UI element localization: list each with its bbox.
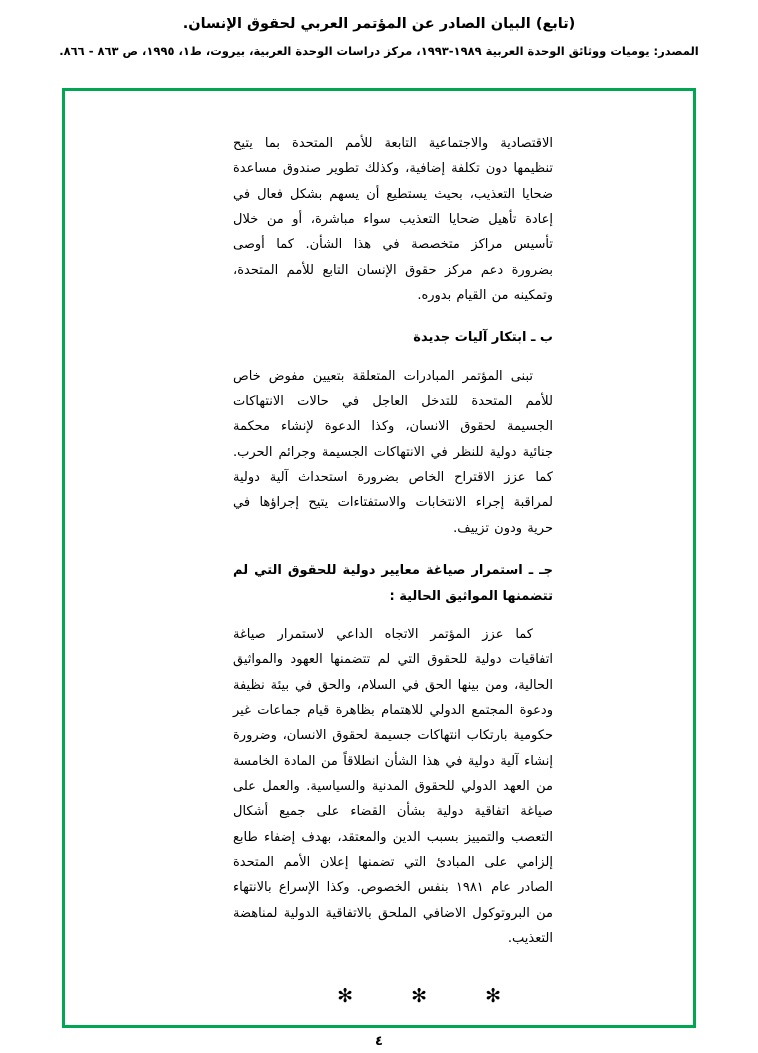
paragraph-international-standards: كما عزز المؤتمر الاتجاه الداعي لاستمرار صياغة اتفاقيات دولية للحقوق التي لم تتضمنها العهود والمواثيق الحالية، ومن بينها الحق في السلام، والحق في بيئة نظيفة ودعوة المجتمع الدولي للاهتمام بظاهرة قيام جماعات غير حكومية بارتكاب انتهاكات جسيمة لحقوق الانسان، وضرورة إنشاء آلية دولية في هذا الشأن انطلاقاً من المادة الخامسة من العهد الدولي للحقوق المدنية والسياسية. والعمل على صياغة اتفاقية دولية بشأن القضاء على جميع أشكال التعصب والتمييز بسبب الدين والمعتقد، بهدف إضفاء طابع إلزامي على المبادئ التي تضمنها إعلان الأمم المتحدة الصادر عام ١٩٨١ بنفس الخصوص. وكذا الإسراع بالانتهاء من البروتوكول الاضافي الملحق بالاتفاقية الدولية لمناهضة التعذيب. (233, 626, 553, 946)
page-title: (تابع) البيان الصادر عن المؤتمر العربي لحقوق الإنسان. (182, 16, 576, 32)
document-header (0, 0, 758, 59)
spacer (233, 609, 553, 622)
spacer (233, 541, 553, 558)
ornament-asterisks: ✻ ✻ ✻ (337, 985, 527, 1008)
content-frame (62, 88, 696, 1028)
document-body (233, 131, 553, 1007)
paragraph-new-mechanisms: تبنى المؤتمر المبادرات المتعلقة بتعيين مفوض خاص للأمم المتحدة للتدخل العاجل في حالات الانتهاكات الجسيمة لحقوق الانسان، وكذا الدعوة لإنشاء محكمة جنائية دولية للنظر في الانتهاكات الجسيمة وجرائم الحرب. كما عزز الاقتراح الخاص بضرورة استحداث آلية دولية لمراقبة إجراء الانتخابات والاستفتاءات يتيح إجراؤها في حرية ودون تزييف. (233, 368, 553, 536)
source-line: المصدر: يوميات ووثائق الوحدة العربية ١٩٨٩-١٩٩٣، مركز دراسات الوحدة العربية، بيروت، ط١، ١٩٩٥، ص ٨٦٣ - ٨٦٦. (59, 44, 699, 59)
section-heading-c: جـ ـ استمرار صياغة معايير دولية للحقوق التي لم تتضمنها المواثيق الحالية : (233, 563, 553, 604)
paragraph-continuation: الاقتصادية والاجتماعية التابعة للأمم المتحدة بما يتيح تنظيمها دون تكلفة إضافية، وكذلك تطوير صندوق مساعدة ضحايا التعذيب، بحيث يستطيع أن يسهم بشكل فعال في إعادة تأهيل ضحايا التعذيب سواء مباشرة، أو من خلال تأسيس مراكز متخصصة في هذا الشأن. كما أوصى بضرورة دعم مركز حقوق الإنسان التابع للأمم المتحدة، وتمكينه من القيام بدوره. (233, 136, 553, 304)
page-number: ٤ (375, 1034, 383, 1049)
section-heading-b: ب ـ ابتكار آليات جديدة (413, 330, 553, 346)
spacer (233, 351, 553, 364)
spacer (233, 308, 553, 325)
